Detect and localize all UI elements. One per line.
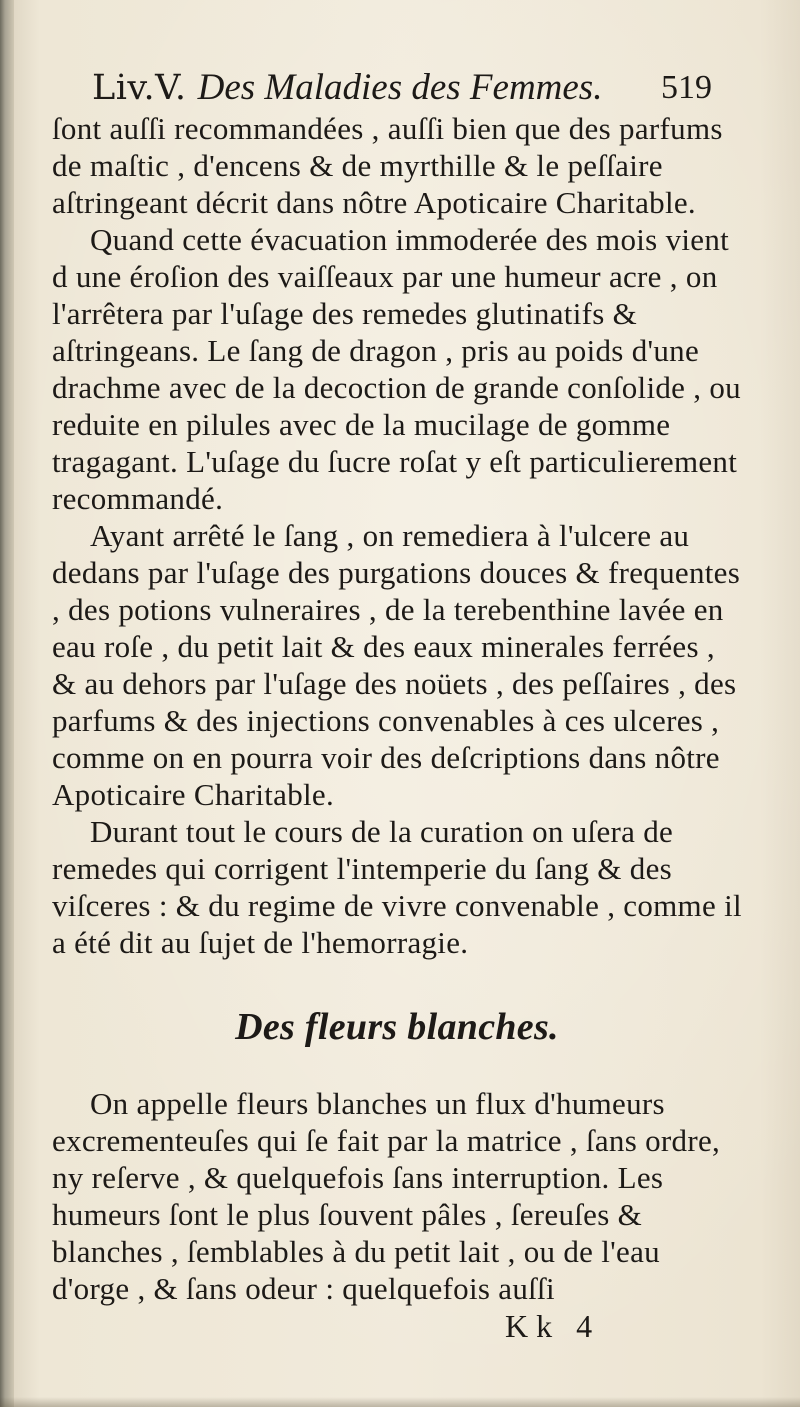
body-text xyxy=(52,110,742,1307)
running-header xyxy=(92,60,712,116)
signature-mark: Kk 4 xyxy=(505,1308,601,1344)
paragraph: Quand cette évacuation immoderée des mois vient d une éroſion des vaiſſeaux par une humeur acre , on l'arrêtera par l'uſage des remedes glutinatifs & aſtringeans. Le ſang de dragon , pris au poids d'une drachme avec de la decoction de grande conſolide , ou reduite en pilules avec de la mucilage de gomme tragagant. L'uſage du ſucre roſat y eſt particulierement recommandé. xyxy=(52,222,741,516)
page-bottom-shadow xyxy=(0,1397,800,1407)
paragraph: Ayant arrêté le ſang , on remediera à l'ulcere au dedans par l'uſage des purgations douces & frequentes , des potions vulneraires , de la terebenthine lavée en eau roſe , du petit lait & des eaux minerales ferrées , & au dehors par l'uſage des noüets , des peſſaires , des parfums & des injections convenables à ces ulceres , comme on en pourra voir des deſcriptions dans nôtre Apoticaire Charitable. xyxy=(52,518,741,812)
paragraph: ſont auſſi recommandées , auſſi bien que des parfums de maſtic , d'encens & de myrthille & le peſſaire aſtringeant décrit dans nôtre Apoticaire Charitable. xyxy=(52,111,723,220)
running-title: Des Maladies des Femmes. xyxy=(197,67,603,108)
page-number: 519 xyxy=(661,69,712,106)
page-edge-shadow xyxy=(0,0,14,1407)
paragraph: Durant tout le cours de la curation on uſera de remedes qui corrigent l'intemperie du ſang & des viſceres : & du regime de vivre convenable , comme il a été dit au ſujet de l'hemorragie. xyxy=(52,814,742,960)
section-heading: Des fleurs blanches. xyxy=(235,1006,559,1048)
book-number: Liv.V. xyxy=(92,68,187,108)
paragraph: On appelle fleurs blanches un flux d'humeurs excrementeuſes qui ſe fait par la matrice , ſans ordre, ny reſerve , & quelquefois ſans interruption. Les humeurs ſont le plus ſouvent pâles , ſereuſes & blanches , ſemblables à du petit lait , ou de l'eau d'orge , & ſans odeur : quelquefois auſſi xyxy=(52,1086,721,1306)
